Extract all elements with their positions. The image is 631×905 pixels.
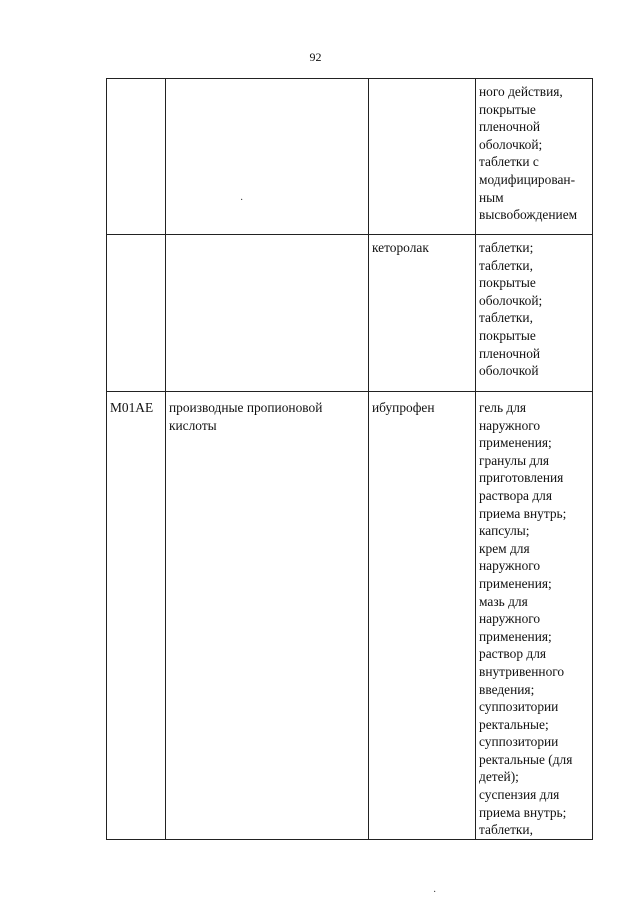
dosage-form-line: таблетки, [479, 822, 533, 838]
dosage-form-line: ректальные (для [479, 751, 573, 767]
dosage-form-line: крем для [479, 540, 530, 556]
scan-speck: · [433, 887, 437, 898]
scan-speck: · [240, 195, 244, 206]
dosage-forms-cell [476, 392, 593, 840]
atc-code-cell [107, 79, 166, 235]
dosage-form-line: применения; [479, 628, 552, 644]
dosage-form-line: введения; [479, 681, 535, 697]
dosage-form-line: приготовления [479, 470, 564, 486]
dosage-form-line: гель для [479, 400, 527, 415]
dosage-form-line: внутривенного [479, 663, 565, 679]
drug-table [106, 78, 593, 840]
dosage-form-line: таблетки, [479, 310, 533, 326]
dosage-form-line: оболочкой; [479, 292, 543, 308]
atc-code-cell: M01AE [107, 392, 166, 840]
page-number: 92 [309, 50, 322, 64]
atc-code-cell [107, 235, 166, 392]
dosage-form-line: капсулы; [479, 523, 530, 539]
dosage-form-line: оболочкой [479, 363, 539, 379]
dosage-form-line: таблетки с [479, 154, 539, 170]
dosage-form-line: детей); [479, 769, 519, 785]
dosage-form-line: раствор для [479, 646, 547, 662]
substance-cell [369, 79, 476, 235]
dosage-form-line: наружного [479, 558, 541, 574]
dosage-form-line: высвобождением [479, 207, 578, 223]
dosage-form-line: пленочной [479, 345, 541, 361]
dosage-form-line: приема внутрь; [479, 804, 567, 820]
dosage-form-line: покрытые [479, 101, 536, 117]
dosage-form-line: применения; [479, 435, 552, 451]
dosage-form-line: модифицирован- [479, 171, 576, 187]
group-cell [166, 79, 369, 235]
dosage-forms-cell [476, 235, 593, 392]
table-row [107, 392, 593, 840]
dosage-form-line: приема внутрь; [479, 505, 567, 521]
dosage-form-line: покрытые [479, 275, 536, 291]
dosage-form-line: суппозитории [479, 734, 559, 750]
group-cell: производные пропионовой кислоты [166, 392, 369, 840]
dosage-form-line: гранулы для [479, 452, 550, 468]
dosage-form-line: оболочкой; [479, 136, 543, 152]
dosage-form-line: пленочной [479, 119, 541, 135]
dosage-form-line: таблетки, [479, 257, 533, 273]
dosage-form-line: мазь для [479, 593, 528, 609]
dosage-form-line: покрытые [479, 327, 536, 343]
dosage-form-line: суппозитории [479, 699, 559, 715]
dosage-form-line: ным [479, 189, 504, 205]
table-row [107, 235, 593, 392]
dosage-form-line: наружного [479, 611, 541, 627]
dosage-forms-cell [476, 79, 593, 235]
group-cell [166, 235, 369, 392]
dosage-form-line: ректальные; [479, 716, 549, 732]
dosage-form-line: ного действия, [479, 84, 563, 99]
dosage-form-line: наружного [479, 417, 541, 433]
dosage-form-line: суспензия для [479, 787, 560, 803]
substance-cell: ибупрофен [369, 392, 476, 840]
dosage-form-line: таблетки; [479, 240, 534, 255]
dosage-form-line: раствора для [479, 487, 553, 503]
substance-cell: кеторолак [369, 235, 476, 392]
dosage-form-line: применения; [479, 575, 552, 591]
table-row [107, 79, 593, 235]
